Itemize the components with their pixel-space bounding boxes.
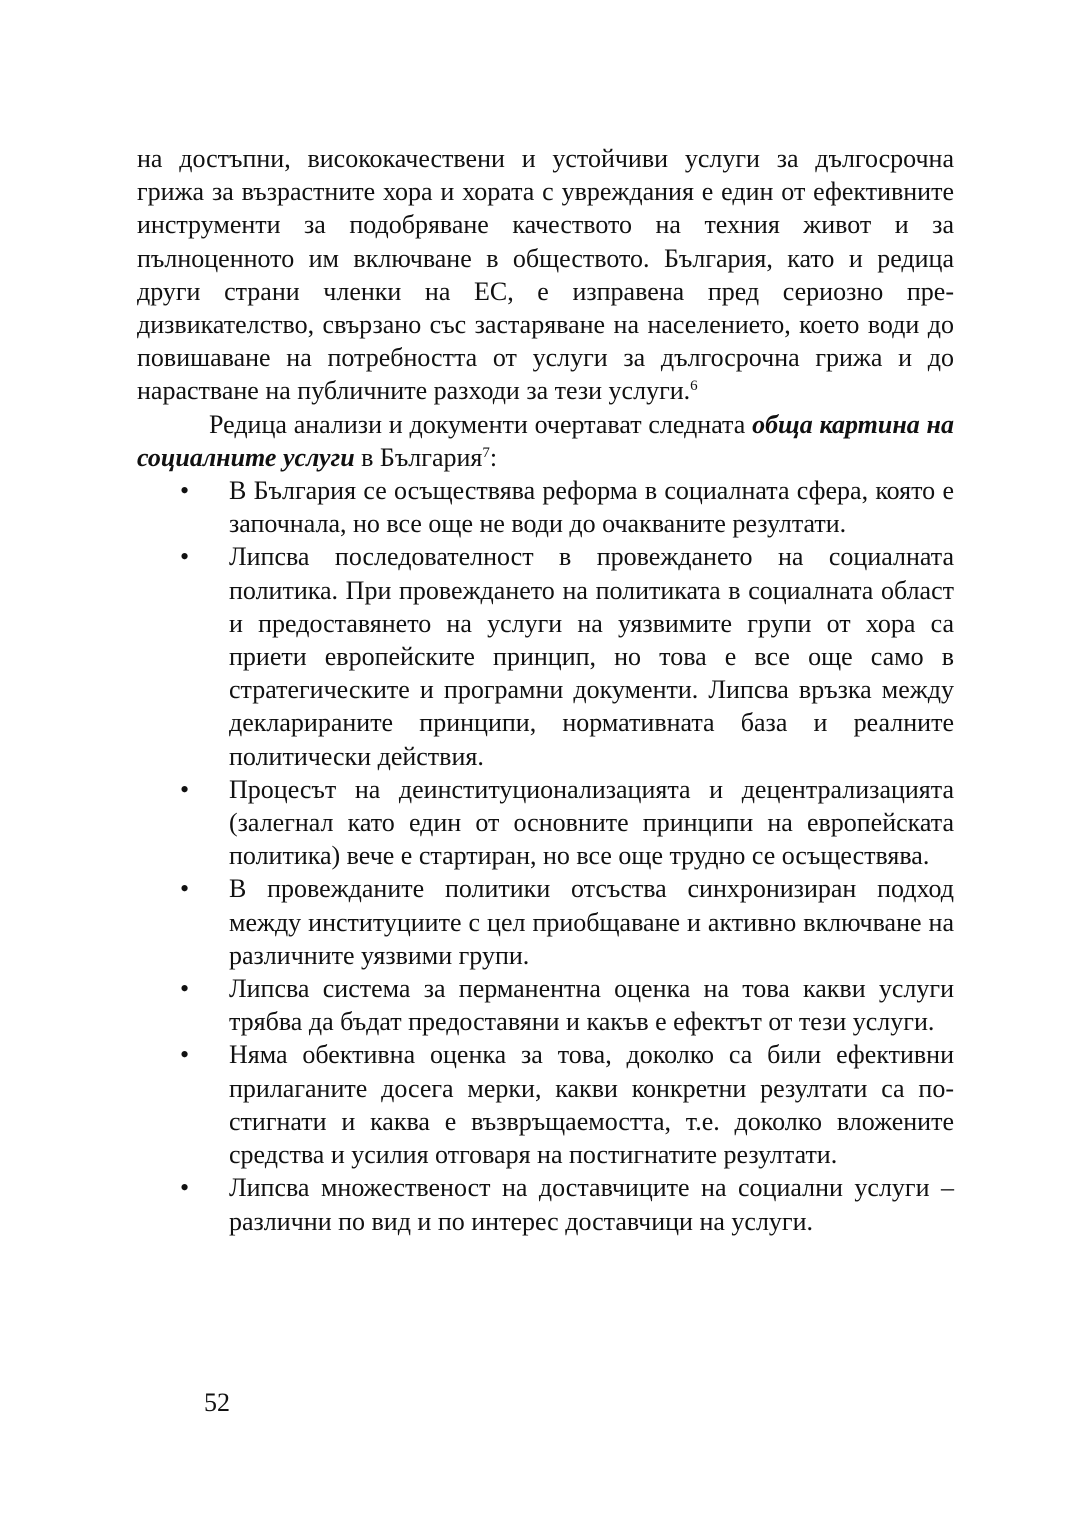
list-item (137, 872, 954, 972)
intro-paragraph-text: на достъпни, висококачествени и устойчиви услуги за дългосрочна грижа за възрастните хора и хората с увреждания е един от ефективните инструменти за подобряване качеството на техния живот и за пълноценното им включване в обществото. България, като и редица други страни членки на ЕС, е изправена пред сериозно предизвикателство, свързано със застаряване на населението, което води до повишаване на потребността от услуги за дългосрочна грижа и до нарастване на публичните разходи за тези услуги. (137, 144, 954, 406)
bullet-icon: • (180, 874, 190, 904)
list-item (137, 972, 954, 1038)
bullet-icon: • (180, 774, 190, 804)
footnote-ref-6[interactable]: 6 (690, 378, 698, 395)
bullet-icon: • (180, 1040, 190, 1070)
list-item-text: Процесът на деинституционализацията и децентрализацията (залегнал като един от основните принципи на европейската политика) вече е стартиран, но все още трудно се осъществява. (229, 774, 954, 871)
list-item (137, 540, 954, 772)
summary-lead-text: Редица анализи и документи очертават следната (209, 409, 753, 439)
intro-paragraph (137, 142, 954, 408)
page-number: 52 (204, 1388, 230, 1417)
summary-trail-text: в България (354, 442, 483, 472)
list-item (137, 773, 954, 873)
findings-list (137, 474, 954, 1238)
bullet-icon: • (180, 542, 190, 572)
bullet-icon: • (180, 974, 190, 1004)
list-item (137, 1171, 954, 1237)
list-item-text: Липсва последователност в провеждането на социалната политика. При провеждането на политиката в социалната област и предоставянето на услуги на уязвимите групи от хора са приети европейските принцип, но това е все още само в стратегическите и програмни документи. Липсва връзка между декларираните принципи, нормативната база и реалните политически действия. (229, 542, 954, 771)
bullet-icon: • (180, 1173, 190, 1203)
list-item-text: В провежданите политики отсъства синхронизиран подход между институциите с цел приобщаване и активно включване на различните уязвими групи. (229, 874, 954, 970)
summary-paragraph (137, 408, 954, 474)
summary-emphasis: обща картина на социалните услуги (137, 409, 954, 472)
list-item-text: В България се осъществява реформа в социалната сфера, която е започнала, но все още не води до очакваните резултати. (229, 476, 954, 539)
body-text (137, 142, 954, 1238)
footnote-ref-7[interactable]: 7 (482, 444, 490, 461)
bullet-icon: • (180, 476, 190, 506)
list-item-text: Липсва система за перманентна оценка на това какви услуги трябва да бъдат предоставяни и какъв е ефектът от тези услуги. (229, 974, 954, 1037)
list-item-text: Липсва множественост на доставчиците на социални услуги – различни по вид и по интерес доставчици на услуги. (229, 1173, 954, 1236)
summary-end-punct: : (489, 442, 498, 472)
list-item (137, 474, 954, 540)
list-item-text: Няма обективна оценка за това, доколко са били ефективни прилаганите досега мерки, какви конкретни резултати са постигнати и каква е възвръщаемостта, т.е. доколко вложените средства и усилия отговаря на постигнатите резултати. (229, 1040, 954, 1170)
list-item (137, 1038, 954, 1171)
